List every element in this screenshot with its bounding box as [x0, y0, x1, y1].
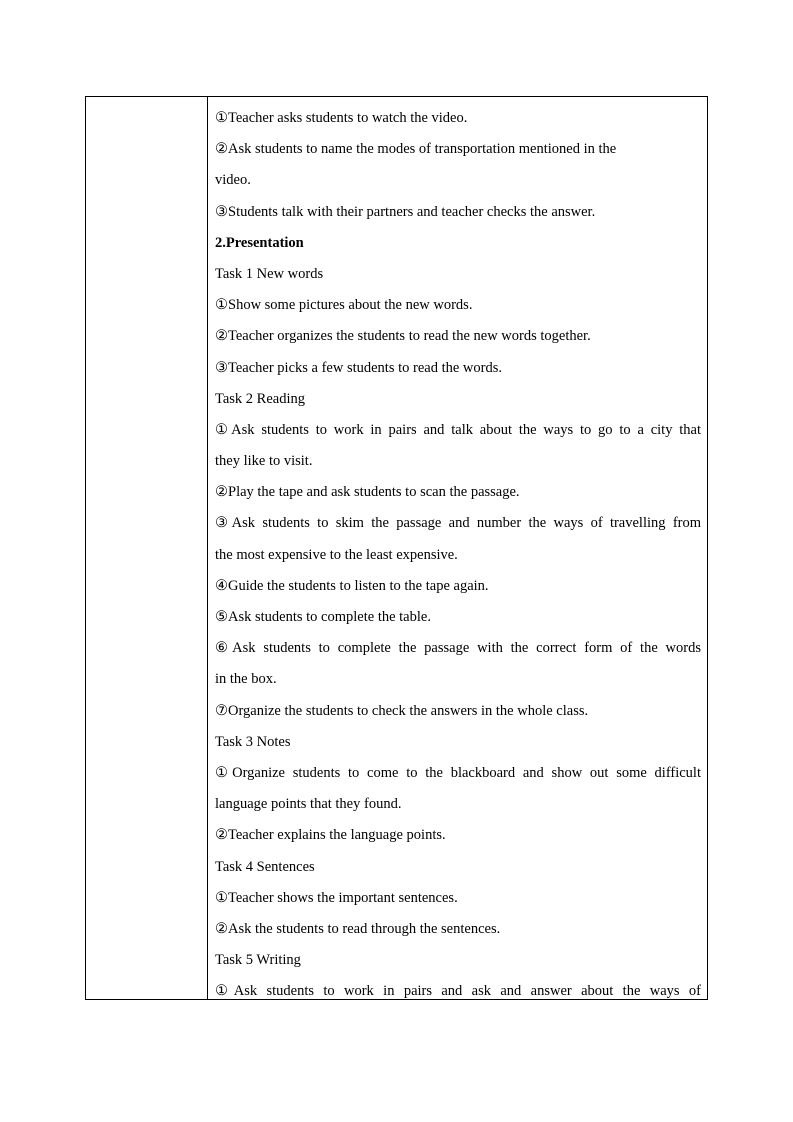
- text-line: Task 3 Notes: [215, 733, 291, 750]
- text-line: ①Organize students to come to the blackboard and show out some difficult: [215, 764, 701, 781]
- text-line: the most expensive to the least expensive.: [215, 546, 458, 563]
- text-line: ①Show some pictures about the new words.: [215, 297, 473, 314]
- text-line: ②Ask students to name the modes of transportation mentioned in the: [215, 141, 617, 158]
- text-line: video.: [215, 172, 251, 189]
- text-line: ②Ask the students to read through the sentences.: [215, 920, 501, 937]
- text-line: language points that they found.: [215, 796, 402, 813]
- text-line: ①Ask students to work in pairs and ask and answer about the ways of: [215, 983, 701, 999]
- lesson-plan-table: [85, 96, 708, 1000]
- text-line: ③Students talk with their partners and teacher checks the answer.: [215, 203, 596, 220]
- text-line: ②Teacher explains the language points.: [215, 827, 446, 844]
- text-line: in the box.: [215, 671, 277, 688]
- text-line: Task 4 Sentences: [215, 858, 315, 875]
- text-line: Task 2 Reading: [215, 390, 305, 407]
- text-line: ①Teacher shows the important sentences.: [215, 889, 458, 906]
- text-line: ①Teacher asks students to watch the video.: [215, 110, 468, 126]
- section-heading: 2.Presentation: [215, 234, 304, 251]
- text-line: ③Ask students to skim the passage and number the ways of travelling from: [215, 515, 701, 532]
- table-left-cell: [86, 97, 208, 999]
- text-line: they like to visit.: [215, 453, 313, 470]
- text-line: ⑦Organize the students to check the answers in the whole class.: [215, 702, 589, 719]
- text-line: ⑤Ask students to complete the table.: [215, 609, 431, 625]
- text-line: ③Teacher picks a few students to read the words.: [215, 359, 502, 376]
- text-line: ①Ask students to work in pairs and talk about the ways to go to a city that: [215, 421, 701, 438]
- text-line: Task 1 New words: [215, 265, 324, 282]
- text-line: Task 5 Writing: [215, 952, 301, 969]
- table-content-cell: [208, 97, 707, 999]
- text-line: ②Play the tape and ask students to scan the passage.: [215, 484, 520, 501]
- text-line: ⑥Ask students to complete the passage with the correct form of the words: [215, 640, 701, 657]
- text-line: ②Teacher organizes the students to read the new words together.: [215, 328, 591, 345]
- text-line: ④Guide the students to listen to the tape again.: [215, 577, 489, 594]
